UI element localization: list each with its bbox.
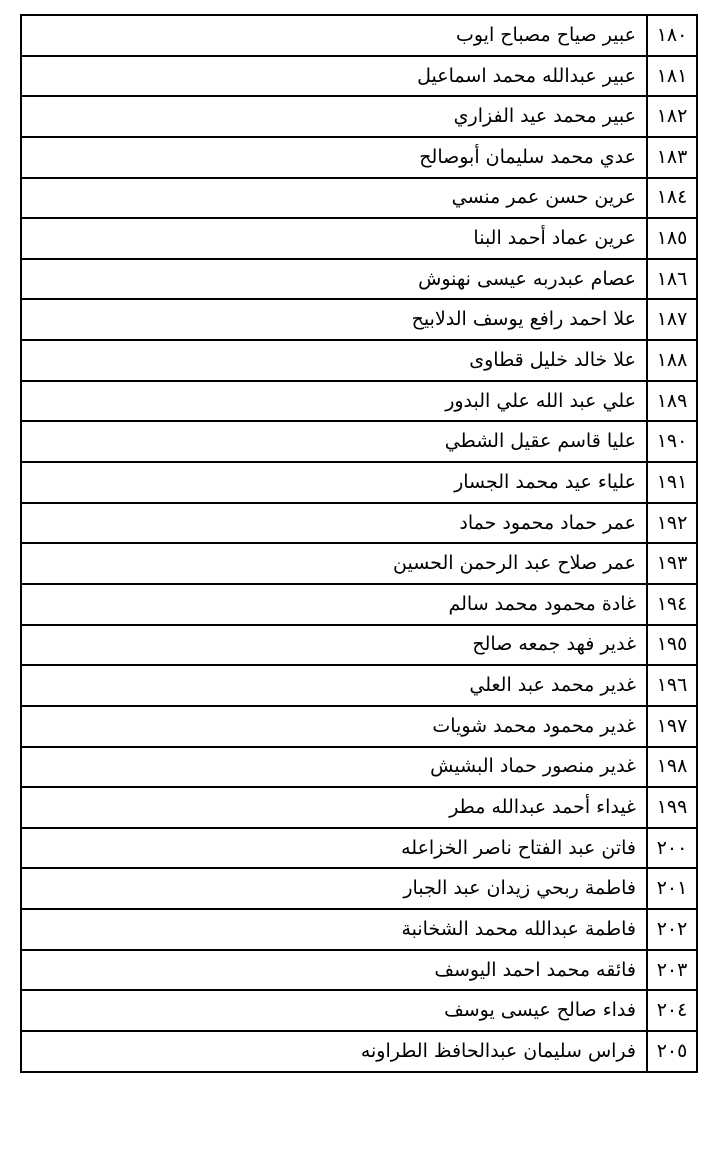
table-row	[21, 421, 697, 462]
row-serial-number: ١٩٠	[647, 421, 697, 462]
table-row	[21, 747, 697, 788]
table-row	[21, 706, 697, 747]
table-row	[21, 340, 697, 381]
row-person-name: غدير فهد جمعه صالح	[21, 625, 647, 666]
row-serial-number: ١٨٥	[647, 218, 697, 259]
table-row	[21, 787, 697, 828]
row-person-name: علا خالد خليل قطاوى	[21, 340, 647, 381]
row-person-name: فراس سليمان عبدالحافظ الطراونه	[21, 1031, 647, 1072]
row-serial-number: ١٨٣	[647, 137, 697, 178]
row-serial-number: ١٩٣	[647, 543, 697, 584]
row-person-name: علياء عيد محمد الجسار	[21, 462, 647, 503]
row-person-name: فداء صالح عيسى يوسف	[21, 990, 647, 1031]
row-person-name: عصام عبدربه عيسى نهنوش	[21, 259, 647, 300]
row-serial-number: ١٨٧	[647, 299, 697, 340]
row-serial-number: ١٩٦	[647, 665, 697, 706]
table-row	[21, 381, 697, 422]
row-serial-number: ١٨٨	[647, 340, 697, 381]
row-serial-number: ١٨١	[647, 56, 697, 97]
table-row	[21, 625, 697, 666]
table-row	[21, 178, 697, 219]
row-person-name: غدير محمد عبد العلي	[21, 665, 647, 706]
table-row	[21, 462, 697, 503]
row-serial-number: ٢٠٤	[647, 990, 697, 1031]
row-person-name: عمر حماد محمود حماد	[21, 503, 647, 544]
table-row	[21, 96, 697, 137]
row-serial-number: ١٩٤	[647, 584, 697, 625]
row-serial-number: ١٩٥	[647, 625, 697, 666]
row-serial-number: ٢٠٥	[647, 1031, 697, 1072]
row-serial-number: ١٩٢	[647, 503, 697, 544]
row-person-name: عرين عماد أحمد البنا	[21, 218, 647, 259]
row-serial-number: ٢٠٢	[647, 909, 697, 950]
row-serial-number: ٢٠١	[647, 868, 697, 909]
table-row	[21, 218, 697, 259]
row-serial-number: ١٩١	[647, 462, 697, 503]
roster-table	[20, 14, 698, 1073]
row-serial-number: ١٨٩	[647, 381, 697, 422]
row-person-name: غدير منصور حماد البشيش	[21, 747, 647, 788]
table-row	[21, 259, 697, 300]
row-person-name: عبير عبدالله محمد اسماعيل	[21, 56, 647, 97]
row-person-name: فاطمة ربحي زيدان عبد الجبار	[21, 868, 647, 909]
row-person-name: علي عبد الله علي البدور	[21, 381, 647, 422]
table-row	[21, 828, 697, 869]
row-person-name: عرين حسن عمر منسي	[21, 178, 647, 219]
row-serial-number: ١٨٢	[647, 96, 697, 137]
table-row	[21, 299, 697, 340]
table-row	[21, 503, 697, 544]
table-row	[21, 15, 697, 56]
row-person-name: غادة محمود محمد سالم	[21, 584, 647, 625]
row-serial-number: ١٩٧	[647, 706, 697, 747]
roster-table-body	[21, 15, 697, 1072]
table-row	[21, 543, 697, 584]
table-row	[21, 950, 697, 991]
table-row	[21, 137, 697, 178]
table-row	[21, 584, 697, 625]
table-row	[21, 665, 697, 706]
row-person-name: فائقه محمد احمد اليوسف	[21, 950, 647, 991]
row-serial-number: ١٩٩	[647, 787, 697, 828]
row-person-name: فاطمة عبدالله محمد الشخانبة	[21, 909, 647, 950]
row-person-name: علا احمد رافع يوسف الدلابيح	[21, 299, 647, 340]
row-serial-number: ٢٠٠	[647, 828, 697, 869]
table-row	[21, 56, 697, 97]
table-row	[21, 909, 697, 950]
row-person-name: عدي محمد سليمان أبوصالح	[21, 137, 647, 178]
row-person-name: غدير محمود محمد شويات	[21, 706, 647, 747]
table-row	[21, 868, 697, 909]
row-serial-number: ٢٠٣	[647, 950, 697, 991]
row-person-name: عبير محمد عيد الفزاري	[21, 96, 647, 137]
row-serial-number: ١٨٦	[647, 259, 697, 300]
table-row	[21, 990, 697, 1031]
row-person-name: فاتن عبد الفتاح ناصر الخزاعله	[21, 828, 647, 869]
row-person-name: غيداء أحمد عبدالله مطر	[21, 787, 647, 828]
row-person-name: عمر صلاح عبد الرحمن الحسين	[21, 543, 647, 584]
row-person-name: عبير صياح مصباح ايوب	[21, 15, 647, 56]
row-serial-number: ١٩٨	[647, 747, 697, 788]
row-person-name: عليا قاسم عقيل الشطي	[21, 421, 647, 462]
row-serial-number: ١٨٠	[647, 15, 697, 56]
row-serial-number: ١٨٤	[647, 178, 697, 219]
table-row	[21, 1031, 697, 1072]
